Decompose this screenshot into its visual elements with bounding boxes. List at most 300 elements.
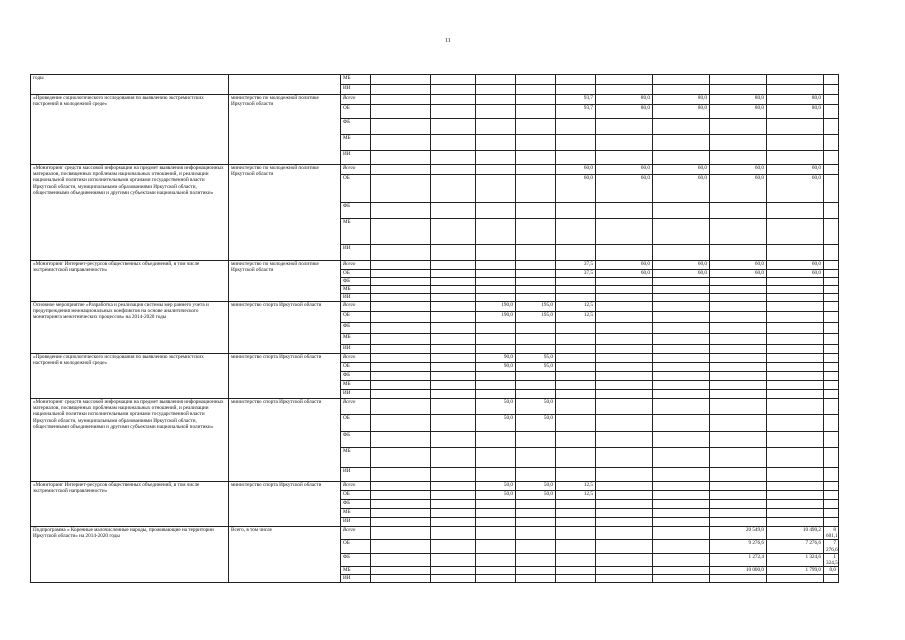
- amount-cell: [516, 95, 556, 105]
- amount-cell: [824, 294, 839, 302]
- amount-cell: [653, 491, 710, 500]
- amount-cell: [516, 448, 556, 468]
- amount-cell: [824, 345, 839, 354]
- amount-cell: [767, 399, 824, 415]
- amount-cell: [431, 105, 476, 119]
- amount-cell: 37,5: [556, 270, 596, 278]
- amount-cell: [516, 432, 556, 448]
- amount-cell: [476, 372, 516, 381]
- amount-cell: [824, 399, 839, 415]
- amount-cell: [556, 345, 596, 354]
- amount-cell: [371, 85, 431, 95]
- funding-source: ИИ: [341, 294, 371, 302]
- amount-cell: 50,0: [476, 491, 516, 500]
- amount-cell: [596, 540, 653, 553]
- amount-cell: [431, 151, 476, 165]
- funding-source: ИИ: [341, 468, 371, 482]
- amount-cell: 95,0: [516, 354, 556, 363]
- amount-cell: [596, 312, 653, 323]
- amount-cell: [556, 575, 596, 583]
- amount-cell: [371, 354, 431, 363]
- amount-cell: [556, 334, 596, 345]
- table-row: [31, 165, 839, 175]
- amount-cell: [371, 105, 431, 119]
- amount-cell: [653, 345, 710, 354]
- amount-cell: [767, 381, 824, 390]
- amount-cell: [653, 334, 710, 345]
- amount-cell: [371, 491, 431, 500]
- amount-cell: [596, 85, 653, 95]
- amount-cell: [431, 372, 476, 381]
- amount-cell: [371, 75, 431, 85]
- amount-cell: [710, 491, 767, 500]
- amount-cell: [710, 381, 767, 390]
- amount-cell: 90,0: [476, 363, 516, 372]
- amount-cell: 60,0: [767, 270, 824, 278]
- amount-cell: [431, 527, 476, 540]
- amount-cell: [431, 381, 476, 390]
- funding-source: МБ: [341, 75, 371, 85]
- amount-cell: [824, 302, 839, 312]
- amount-cell: [596, 354, 653, 363]
- amount-cell: [516, 286, 556, 294]
- amount-cell: 50,0: [476, 482, 516, 491]
- amount-cell: [516, 135, 556, 151]
- amount-cell: [431, 509, 476, 518]
- amount-cell: [710, 245, 767, 261]
- amount-cell: [371, 553, 431, 566]
- amount-cell: [516, 175, 556, 203]
- amount-cell: 9 276,6: [710, 540, 767, 553]
- amount-cell: [431, 75, 476, 85]
- amount-cell: [824, 363, 839, 372]
- amount-cell: [653, 399, 710, 415]
- funding-source: ОБ: [341, 363, 371, 372]
- amount-cell: [596, 294, 653, 302]
- amount-cell: [516, 219, 556, 245]
- amount-cell: [476, 323, 516, 334]
- amount-cell: [371, 261, 431, 270]
- amount-cell: [476, 575, 516, 583]
- funding-source: Всего: [341, 165, 371, 175]
- amount-cell: [371, 509, 431, 518]
- amount-cell: [653, 468, 710, 482]
- amount-cell: [596, 518, 653, 527]
- amount-cell: [556, 85, 596, 95]
- funding-source: Всего: [341, 399, 371, 415]
- amount-cell: [710, 312, 767, 323]
- amount-cell: 93,7: [556, 95, 596, 105]
- amount-cell: [653, 372, 710, 381]
- amount-cell: [476, 95, 516, 105]
- amount-cell: [476, 518, 516, 527]
- amount-cell: [824, 135, 839, 151]
- funding-source: ОБ: [341, 415, 371, 432]
- funding-source: ИИ: [341, 390, 371, 399]
- amount-cell: [371, 381, 431, 390]
- amount-cell: 20 549,0: [710, 527, 767, 540]
- amount-cell: [767, 482, 824, 491]
- amount-cell: 60,0: [710, 165, 767, 175]
- amount-cell: 60,0: [710, 261, 767, 270]
- amount-cell: [824, 415, 839, 432]
- amount-cell: [476, 390, 516, 399]
- amount-cell: [767, 575, 824, 583]
- amount-cell: [431, 95, 476, 105]
- table-row: [31, 75, 839, 85]
- amount-cell: [476, 85, 516, 95]
- amount-cell: [476, 261, 516, 270]
- amount-cell: [767, 219, 824, 245]
- amount-cell: [476, 432, 516, 448]
- amount-cell: [516, 105, 556, 119]
- amount-cell: [653, 286, 710, 294]
- amount-cell: [653, 312, 710, 323]
- amount-cell: [476, 540, 516, 553]
- amount-cell: [556, 390, 596, 399]
- amount-cell: [556, 294, 596, 302]
- amount-cell: 1 324,6: [767, 553, 824, 566]
- amount-cell: [431, 363, 476, 372]
- amount-cell: [710, 482, 767, 491]
- amount-cell: [476, 203, 516, 219]
- amount-cell: [431, 334, 476, 345]
- amount-cell: [431, 286, 476, 294]
- amount-cell: [476, 553, 516, 566]
- amount-cell: 60,0: [596, 175, 653, 203]
- amount-cell: [653, 432, 710, 448]
- amount-cell: [431, 302, 476, 312]
- amount-cell: [767, 286, 824, 294]
- amount-cell: [476, 500, 516, 509]
- funding-source: ФБ: [341, 500, 371, 509]
- amount-cell: [431, 312, 476, 323]
- funding-source: ФБ: [341, 372, 371, 381]
- amount-cell: [371, 334, 431, 345]
- amount-cell: [556, 432, 596, 448]
- amount-cell: [371, 323, 431, 334]
- amount-cell: [431, 448, 476, 468]
- amount-cell: [824, 105, 839, 119]
- amount-cell: [824, 286, 839, 294]
- amount-cell: [476, 151, 516, 165]
- amount-cell: 60,0: [596, 270, 653, 278]
- amount-cell: [596, 432, 653, 448]
- amount-cell: [653, 245, 710, 261]
- amount-cell: [596, 468, 653, 482]
- amount-cell: 1 799,0: [767, 567, 824, 575]
- amount-cell: [824, 203, 839, 219]
- amount-cell: [476, 509, 516, 518]
- amount-cell: [371, 135, 431, 151]
- amount-cell: [767, 448, 824, 468]
- amount-cell: [653, 553, 710, 566]
- amount-cell: [767, 491, 824, 500]
- table-row: [31, 261, 839, 270]
- amount-cell: [556, 500, 596, 509]
- amount-cell: [710, 500, 767, 509]
- amount-cell: 60,0: [653, 165, 710, 175]
- amount-cell: [371, 432, 431, 448]
- amount-cell: [476, 219, 516, 245]
- amount-cell: [516, 553, 556, 566]
- amount-cell: [556, 119, 596, 135]
- amount-cell: 60,0: [596, 261, 653, 270]
- amount-cell: [596, 119, 653, 135]
- amount-cell: 7 276,6: [824, 540, 839, 553]
- table-row: [31, 354, 839, 363]
- executor-name: министерство по молодежной политике Иркутской области: [229, 95, 341, 165]
- executor-name: министерство спорта Иркутской области: [229, 302, 341, 354]
- amount-cell: [476, 278, 516, 286]
- amount-cell: [431, 175, 476, 203]
- amount-cell: [710, 468, 767, 482]
- amount-cell: 7 276,6: [767, 540, 824, 553]
- amount-cell: [710, 294, 767, 302]
- amount-cell: [767, 415, 824, 432]
- amount-cell: [596, 482, 653, 491]
- amount-cell: 60,0: [653, 175, 710, 203]
- funding-source: Всего: [341, 354, 371, 363]
- amount-cell: [431, 294, 476, 302]
- amount-cell: [824, 448, 839, 468]
- amount-cell: [767, 509, 824, 518]
- amount-cell: [371, 95, 431, 105]
- amount-cell: [371, 203, 431, 219]
- amount-cell: [516, 468, 556, 482]
- amount-cell: [653, 294, 710, 302]
- funding-source: МБ: [341, 509, 371, 518]
- amount-cell: [431, 432, 476, 448]
- funding-source: ИИ: [341, 518, 371, 527]
- amount-cell: [767, 500, 824, 509]
- amount-cell: [516, 85, 556, 95]
- table-row: [31, 399, 839, 415]
- measure-name: «Проведение социологического исследования по выявлению экстремистских настроений в молодежной среде»: [31, 354, 229, 399]
- amount-cell: [431, 278, 476, 286]
- amount-cell: [431, 500, 476, 509]
- funding-source: МБ: [341, 567, 371, 575]
- amount-cell: [371, 372, 431, 381]
- amount-cell: [710, 334, 767, 345]
- amount-cell: [767, 75, 824, 85]
- amount-cell: [653, 363, 710, 372]
- amount-cell: [710, 302, 767, 312]
- amount-cell: [653, 323, 710, 334]
- amount-cell: [371, 312, 431, 323]
- amount-cell: [824, 575, 839, 583]
- funding-source: ИИ: [341, 575, 371, 583]
- amount-cell: [767, 323, 824, 334]
- amount-cell: [476, 135, 516, 151]
- amount-cell: [824, 323, 839, 334]
- amount-cell: 8 601,1: [824, 527, 839, 540]
- amount-cell: [710, 119, 767, 135]
- amount-cell: [653, 482, 710, 491]
- amount-cell: [371, 278, 431, 286]
- executor-name: министерство спорта Иркутской области: [229, 399, 341, 482]
- funding-source: Всего: [341, 261, 371, 270]
- measure-name: «Проведение социологического исследования по выявлению экстремистских настроений в молодежной среде»: [31, 95, 229, 165]
- amount-cell: [371, 415, 431, 432]
- amount-cell: [516, 270, 556, 278]
- amount-cell: [767, 372, 824, 381]
- executor-name: министерство по молодежной политике Иркутской области: [229, 261, 341, 302]
- amount-cell: [824, 381, 839, 390]
- amount-cell: 95,0: [516, 363, 556, 372]
- amount-cell: [371, 575, 431, 583]
- funding-source: МБ: [341, 334, 371, 345]
- amount-cell: [371, 119, 431, 135]
- amount-cell: [767, 468, 824, 482]
- amount-cell: 60,0: [767, 165, 824, 175]
- funding-source: МБ: [341, 219, 371, 245]
- funding-source: ОБ: [341, 312, 371, 323]
- amount-cell: [596, 500, 653, 509]
- amount-cell: [596, 390, 653, 399]
- amount-cell: [824, 509, 839, 518]
- amount-cell: [556, 245, 596, 261]
- amount-cell: [824, 278, 839, 286]
- amount-cell: [516, 500, 556, 509]
- amount-cell: [767, 135, 824, 151]
- amount-cell: [596, 527, 653, 540]
- amount-cell: [516, 151, 556, 165]
- amount-cell: [556, 372, 596, 381]
- amount-cell: [824, 491, 839, 500]
- amount-cell: [596, 75, 653, 85]
- amount-cell: [431, 415, 476, 432]
- amount-cell: [710, 372, 767, 381]
- amount-cell: [653, 527, 710, 540]
- amount-cell: [824, 354, 839, 363]
- amount-cell: [516, 567, 556, 575]
- amount-cell: [476, 567, 516, 575]
- amount-cell: [431, 261, 476, 270]
- amount-cell: [596, 491, 653, 500]
- amount-cell: 12,5: [556, 482, 596, 491]
- amount-cell: [710, 415, 767, 432]
- amount-cell: [824, 85, 839, 95]
- funding-source: МБ: [341, 381, 371, 390]
- amount-cell: [431, 491, 476, 500]
- amount-cell: [596, 203, 653, 219]
- amount-cell: [556, 399, 596, 415]
- amount-cell: [710, 219, 767, 245]
- amount-cell: [556, 540, 596, 553]
- amount-cell: [710, 286, 767, 294]
- amount-cell: [516, 261, 556, 270]
- amount-cell: [596, 372, 653, 381]
- amount-cell: [556, 468, 596, 482]
- funding-source: МБ: [341, 286, 371, 294]
- amount-cell: [516, 518, 556, 527]
- amount-cell: [371, 527, 431, 540]
- funding-source: ОБ: [341, 175, 371, 203]
- amount-cell: [431, 575, 476, 583]
- amount-cell: [767, 363, 824, 372]
- amount-cell: [476, 119, 516, 135]
- funding-source: Всего: [341, 302, 371, 312]
- amount-cell: 190,0: [476, 312, 516, 323]
- amount-cell: [431, 219, 476, 245]
- amount-cell: 190,0: [476, 302, 516, 312]
- amount-cell: [710, 135, 767, 151]
- amount-cell: [516, 119, 556, 135]
- amount-cell: [596, 381, 653, 390]
- executor-name: министерство по молодежной политике Иркутской области: [229, 165, 341, 261]
- executor-name: [229, 75, 341, 95]
- measure-name: «Мониторинг средств массовой информации на предмет выявления информационных материалов, посвященных проблемам национальных отношений, и реализации национальной политики исполнительными органами государственной власти Иркутской области, муниципальными образованиями Иркутской области, общественными объединениями и другими субъектами национальной политики»: [31, 399, 229, 482]
- amount-cell: [556, 553, 596, 566]
- amount-cell: 80,0: [596, 95, 653, 105]
- amount-cell: [431, 323, 476, 334]
- amount-cell: [596, 245, 653, 261]
- amount-cell: [516, 278, 556, 286]
- amount-cell: 60,0: [653, 261, 710, 270]
- amount-cell: [653, 151, 710, 165]
- amount-cell: [431, 482, 476, 491]
- amount-cell: [516, 381, 556, 390]
- amount-cell: [767, 203, 824, 219]
- amount-cell: 90,0: [476, 354, 516, 363]
- amount-cell: [653, 518, 710, 527]
- amount-cell: [476, 527, 516, 540]
- funding-source: ФБ: [341, 323, 371, 334]
- measure-name: «Мониторинг Интернет-ресурсов общественных объединений, в том числе экстремистской направленности»: [31, 261, 229, 302]
- amount-cell: [824, 245, 839, 261]
- amount-cell: [824, 175, 839, 203]
- amount-cell: [710, 323, 767, 334]
- amount-cell: [767, 302, 824, 312]
- amount-cell: 10 490,2: [767, 527, 824, 540]
- amount-cell: [653, 219, 710, 245]
- amount-cell: [556, 567, 596, 575]
- table-row: [31, 95, 839, 105]
- amount-cell: [824, 151, 839, 165]
- amount-cell: 37,5: [556, 261, 596, 270]
- amount-cell: [653, 415, 710, 432]
- amount-cell: [710, 518, 767, 527]
- amount-cell: [710, 75, 767, 85]
- amount-cell: [767, 312, 824, 323]
- amount-cell: [653, 119, 710, 135]
- measure-name: годы: [31, 75, 229, 95]
- amount-cell: [431, 203, 476, 219]
- amount-cell: [431, 390, 476, 399]
- amount-cell: [556, 323, 596, 334]
- amount-cell: [710, 278, 767, 286]
- funding-source: ФБ: [341, 203, 371, 219]
- funding-source: ОБ: [341, 491, 371, 500]
- amount-cell: [710, 354, 767, 363]
- amount-cell: [653, 302, 710, 312]
- funding-source: ФБ: [341, 278, 371, 286]
- amount-cell: 195,0: [516, 312, 556, 323]
- amount-cell: [556, 219, 596, 245]
- amount-cell: 50,0: [516, 491, 556, 500]
- amount-cell: [710, 345, 767, 354]
- amount-cell: [371, 363, 431, 372]
- amount-cell: [824, 165, 839, 175]
- amount-cell: [710, 432, 767, 448]
- executor-name: министерство спорта Иркутской области: [229, 482, 341, 527]
- amount-cell: 60,0: [596, 165, 653, 175]
- amount-cell: [710, 203, 767, 219]
- amount-cell: [371, 294, 431, 302]
- amount-cell: [653, 278, 710, 286]
- amount-cell: 1 324,5: [824, 553, 839, 566]
